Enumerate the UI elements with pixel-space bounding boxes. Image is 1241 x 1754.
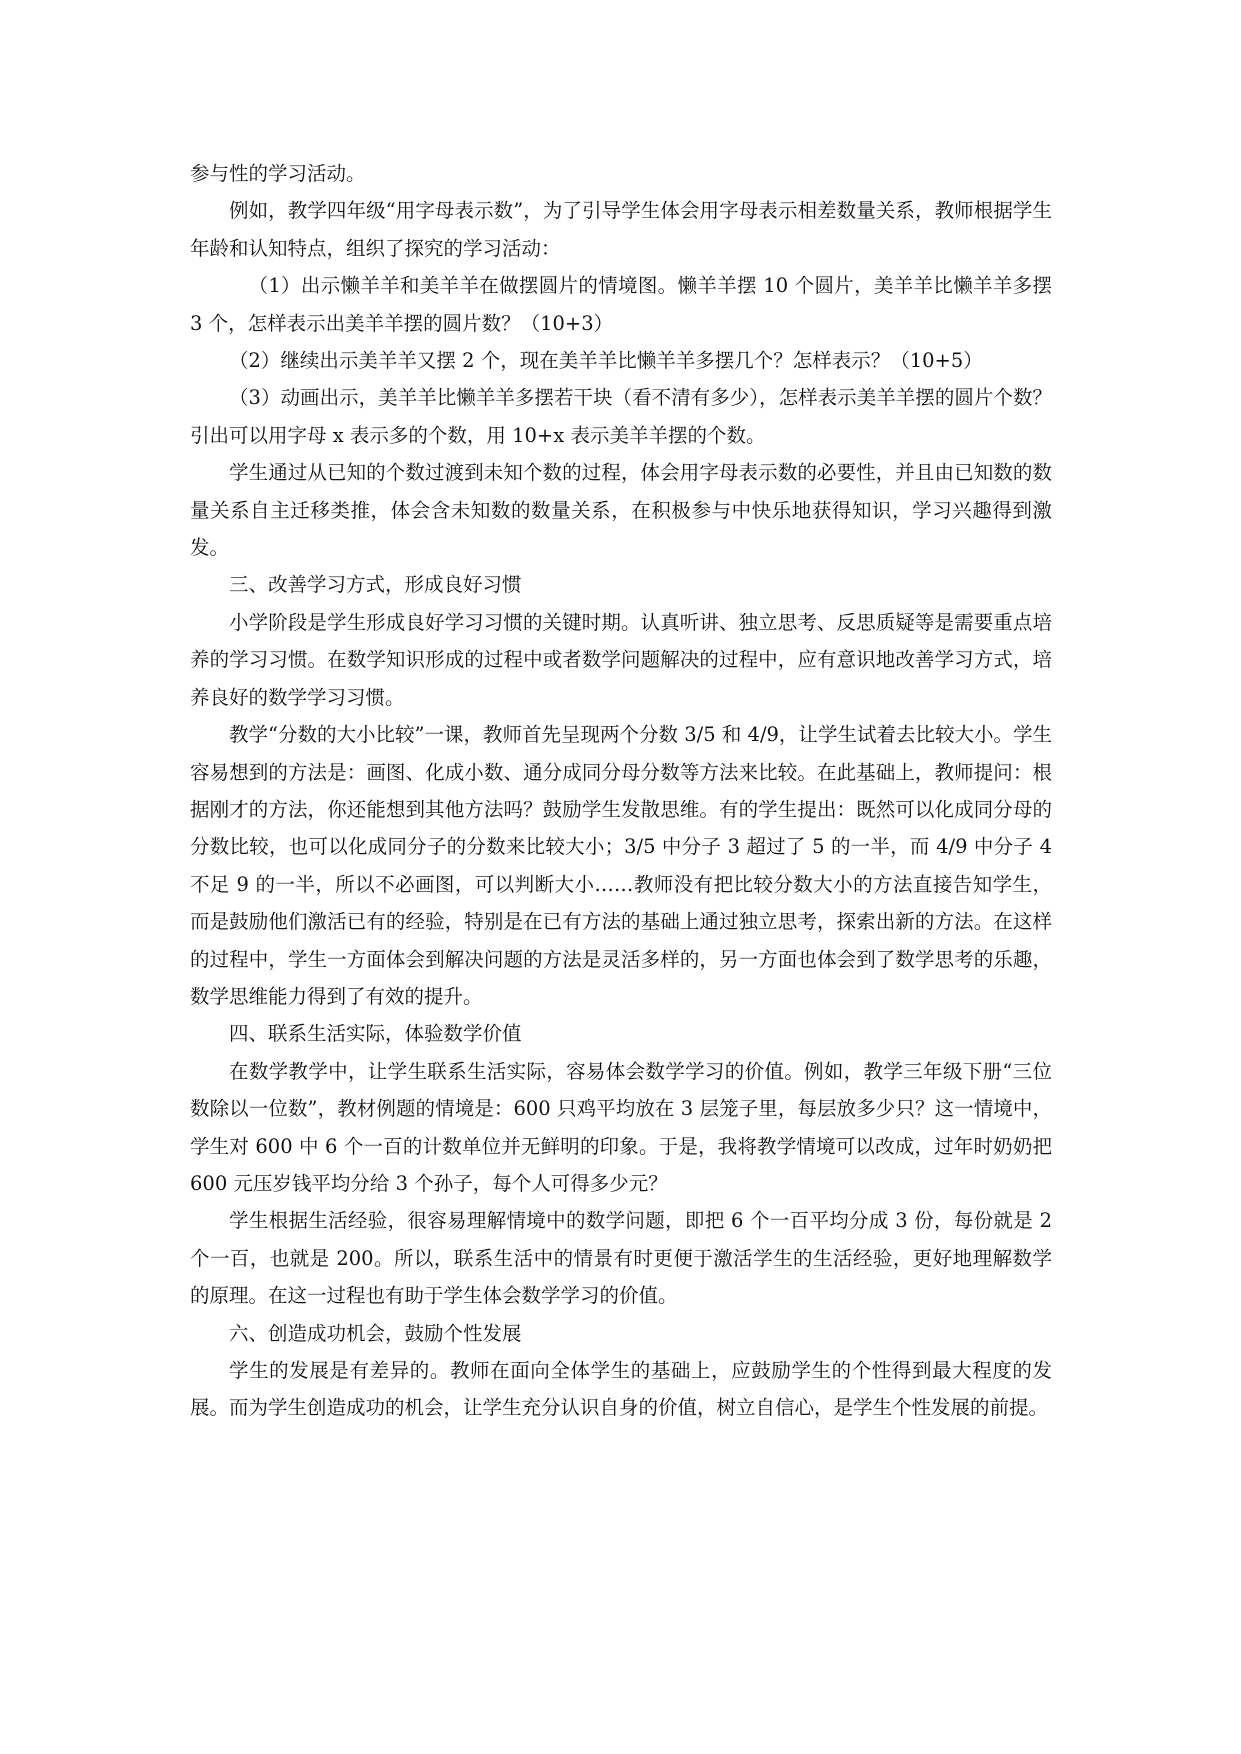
paragraph-step-3: （3）动画出示，美羊羊比懒羊羊多摆若干块（看不清有多少），怎样表示美羊羊摆的圆片个数？引出可以用字母 x 表示多的个数，用 10+x 表示美羊羊摆的个数。 (190, 386, 1052, 447)
paragraph-continuation: 参与性的学习活动。 (190, 162, 366, 185)
paragraph-example-intro: 例如，教学四年级“用字母表示数”，为了引导学生体会用字母表示相差数量关系，教师根据学生年龄和认知特点，组织了探究的学习活动： (190, 199, 1052, 260)
section-heading-3: 三、改善学习方式，形成良好习惯 (229, 573, 522, 597)
paragraph-individual-development: 学生的发展是有差异的。教师在面向全体学生的基础上，应鼓励学生的个性得到最大程度的发展。而为学生创造成功的机会，让学生充分认识自身的价值，树立自信心，是学生个性发展的前提。 (190, 1359, 1052, 1420)
paragraph-fraction-example: 教学“分数的大小比较”一课，教师首先呈现两个分数 3/5 和 4/9，让学生试着去比较大小。学生容易想到的方法是：画图、化成小数、通分成同分母分数等方法来比较。在此基础上，教师提问：根据刚才的方法，你还能想到其他方法吗？鼓励学生发散思维。有的学生提出：既然可以化成同分母的分数比较，也可以化成同分子的分数来比较大小；3/5 中分子 3 超过了 5 的一半，而 4/9 中分子 4 不足 9 的一半，所以不必画图，可以判断大小……教师没有把比较分数大小的方法直接告知学生，而是鼓励他们激活已有的经验，特别是在已有方法的基础上通过独立思考，探索出新的方法。在这样的过程中，学生一方面体会到解决问题的方法是灵活多样的，另一方面也体会到了数学思考的乐趣，数学思维能力得到了有效的提升。 (190, 723, 1052, 1008)
paragraph-habits: 小学阶段是学生形成良好学习习惯的关键时期。认真听讲、独立思考、反思质疑等是需要重点培养的学习习惯。在数学知识形成的过程中或者数学问题解决的过程中，应有意识地改善学习方式，培养良好的数学学习习惯。 (190, 610, 1052, 709)
section-heading-6: 六、创造成功机会，鼓励个性发展 (229, 1321, 522, 1345)
paragraph-life-conclusion: 学生根据生活经验，很容易理解情境中的数学问题，即把 6 个一百平均分成 3 份，每份就是 2 个一百，也就是 200。所以，联系生活中的情景有时更便于激活学生的生活经验，更好地理解数学的原理。在这一过程也有助于学生体会数学学习的价值。 (190, 1209, 1052, 1308)
document-body (190, 155, 1052, 1427)
paragraph-life-example: 在数学教学中，让学生联系生活实际，容易体会数学学习的价值。例如，教学三年级下册“三位数除以一位数”，教材例题的情境是：600 只鸡平均放在 3 层笼子里，每层放多少只？这一情境中，学生对 600 中 6 个一百的计数单位并无鲜明的印象。于是，我将教学情境可以改成，过年时奶奶把 600 元压岁钱平均分给 3 个孙子，每个人可得多少元？ (190, 1059, 1052, 1195)
paragraph-summary: 学生通过从已知的个数过渡到未知个数的过程，体会用字母表示数的必要性，并且由已知数的数量关系自主迁移类推，体会含未知数的数量关系，在积极参与中快乐地获得知识，学习兴趣得到激发。 (190, 461, 1052, 560)
section-heading-4: 四、联系生活实际，体验数学价值 (229, 1022, 522, 1046)
paragraph-step-2: （2）继续出示美羊羊又摆 2 个，现在美羊羊比懒羊羊多摆几个？怎样表示？（10+5） (229, 349, 983, 373)
paragraph-step-1: （1）出示懒羊羊和美羊羊在做摆圆片的情境图。懒羊羊摆 10 个圆片，美羊羊比懒羊羊多摆 3 个，怎样表示出美羊羊摆的圆片数？（10+3） (190, 274, 1052, 335)
